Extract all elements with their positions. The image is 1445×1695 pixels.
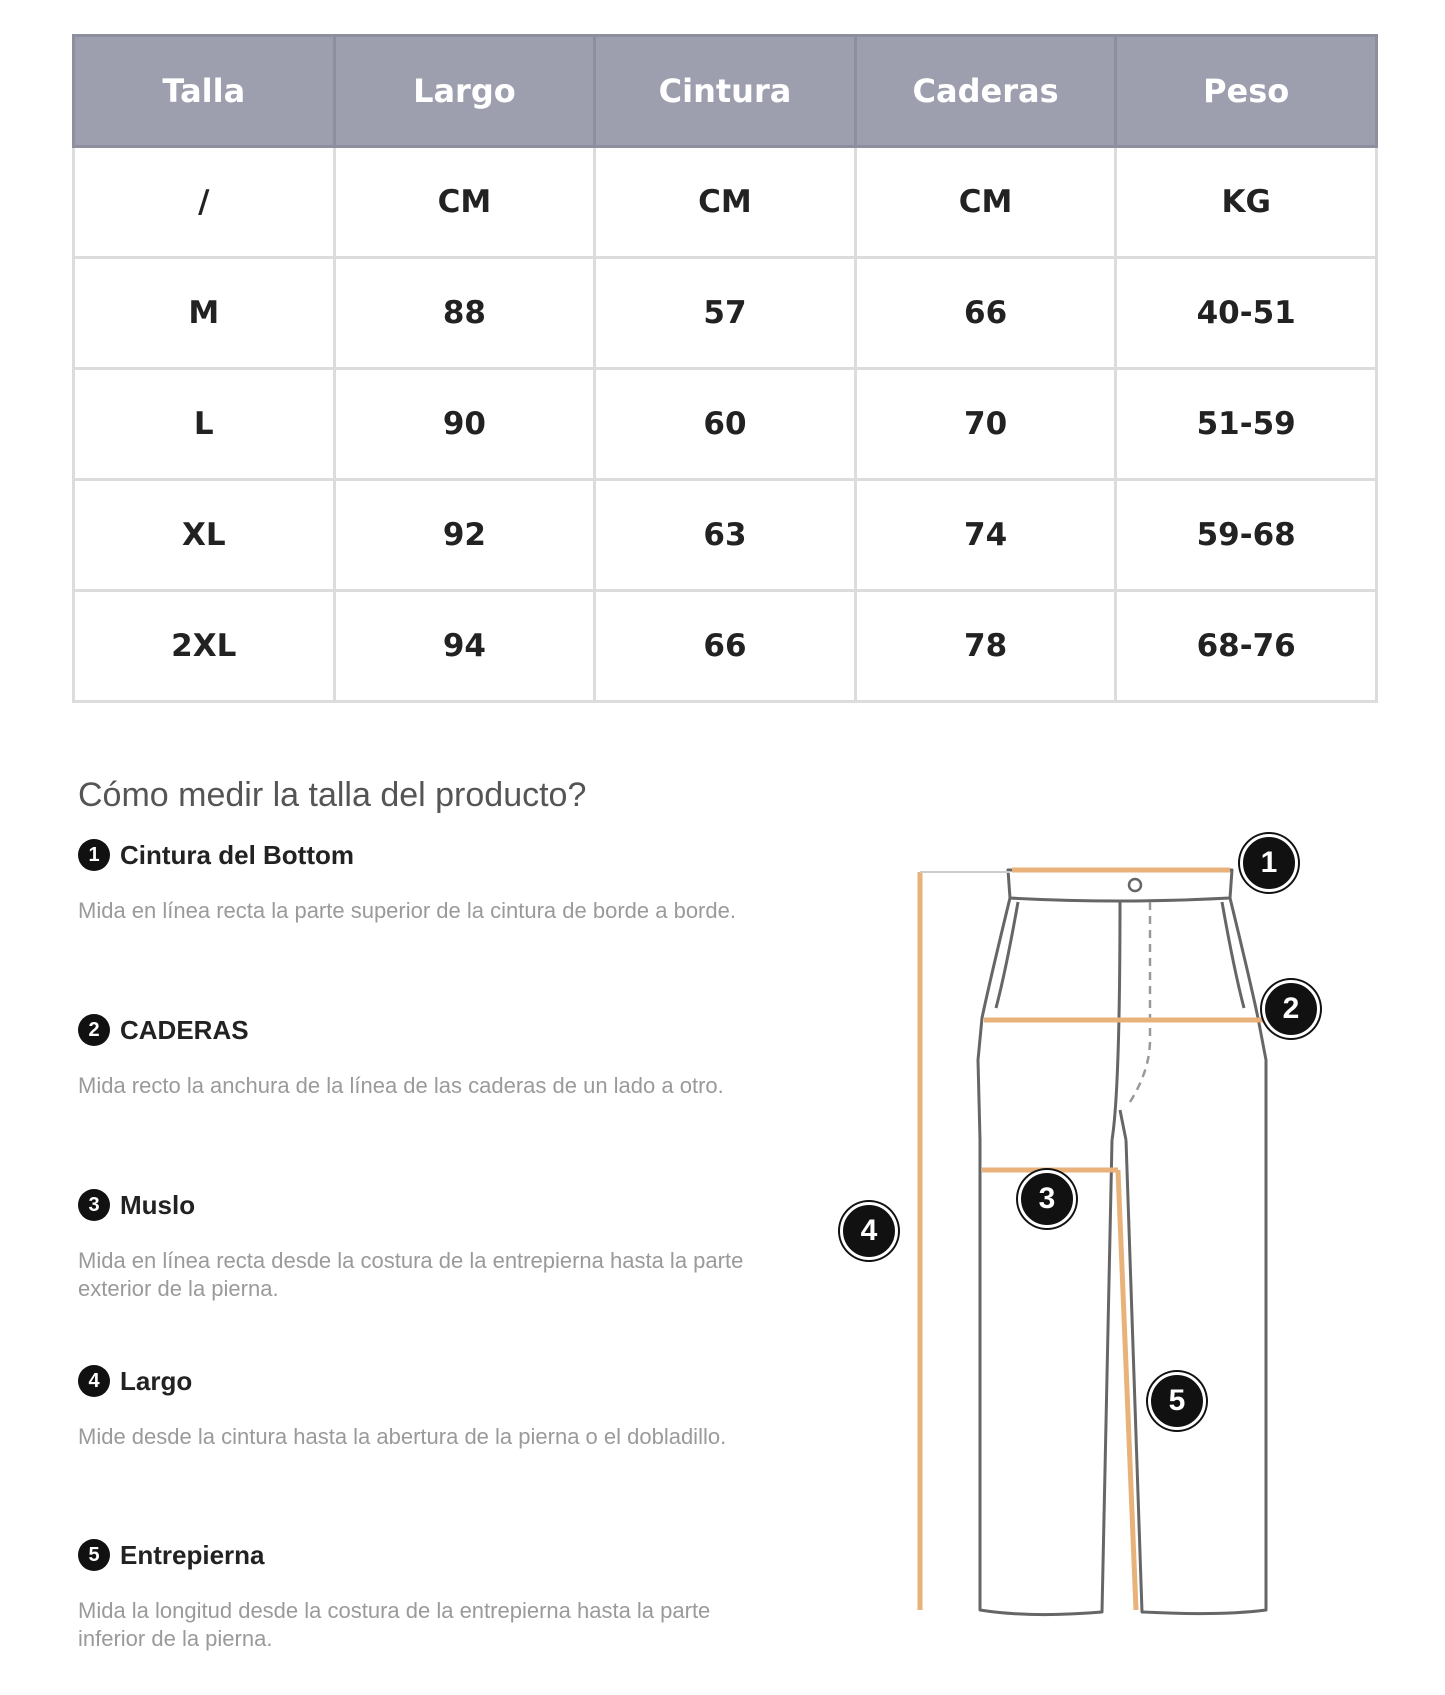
table-cell: 51-59 — [1116, 369, 1377, 480]
pants-illustration — [820, 840, 1360, 1640]
header-caderas: Caderas — [855, 36, 1116, 147]
guide-item-caderas — [78, 1013, 778, 1100]
table-cell: 94 — [334, 591, 595, 702]
callout-2-icon: 2 — [1262, 980, 1320, 1038]
table-cell: 2XL — [74, 591, 335, 702]
table-cell: CM — [334, 147, 595, 258]
guide-item-description: Mida en línea recta desde la costura de la entrepierna hasta la parte exterior de la pierna. — [78, 1248, 744, 1301]
table-cell: 59-68 — [1116, 480, 1377, 591]
table-cell: L — [74, 369, 335, 480]
table-cell: 70 — [855, 369, 1116, 480]
table-cell: 60 — [595, 369, 856, 480]
table-cell: / — [74, 147, 335, 258]
waistband-shape — [1008, 870, 1232, 901]
callout-3-icon: 3 — [1018, 1170, 1076, 1228]
table-cell: CM — [595, 147, 856, 258]
table-cell: 90 — [334, 369, 595, 480]
table-header-row — [74, 36, 1377, 147]
guide-item-description: Mide desde la cintura hasta la abertura de la pierna o el dobladillo. — [78, 1424, 727, 1449]
table-row — [74, 258, 1377, 369]
number-4-icon: 4 — [78, 1365, 110, 1397]
callout-1-icon: 1 — [1240, 834, 1298, 892]
table-row — [74, 591, 1377, 702]
guide-item-label: CADERAS — [120, 1014, 249, 1045]
table-row — [74, 369, 1377, 480]
guide-title: Cómo medir la talla del producto? — [78, 776, 587, 814]
number-2-icon: 2 — [78, 1014, 110, 1046]
table-cell: 92 — [334, 480, 595, 591]
guide-item-label: Largo — [120, 1365, 193, 1396]
table-cell: 57 — [595, 258, 856, 369]
pants-diagram — [820, 840, 1360, 1640]
table-cell: 88 — [334, 258, 595, 369]
guide-item-muslo — [78, 1188, 778, 1303]
table-cell: 68-76 — [1116, 591, 1377, 702]
guide-item-description: Mida recto la anchura de la línea de las caderas de un lado a otro. — [78, 1073, 724, 1098]
number-3-icon: 3 — [78, 1189, 110, 1221]
right-pocket-shape — [1222, 902, 1244, 1008]
guide-item-description: Mida la longitud desde la costura de la entrepierna hasta la parte inferior de la pierna. — [78, 1598, 711, 1651]
crotch-shape — [1120, 1110, 1126, 1140]
guide-item-description: Mida en línea recta la parte superior de la cintura de borde a borde. — [78, 898, 736, 923]
guide-item-entrepierna — [78, 1538, 778, 1653]
header-cintura: Cintura — [595, 36, 856, 147]
table-cell: M — [74, 258, 335, 369]
guide-item-cintura — [78, 838, 778, 925]
table-cell: 66 — [855, 258, 1116, 369]
header-peso: Peso — [1116, 36, 1377, 147]
button-shape — [1129, 879, 1141, 891]
number-1-icon: 1 — [78, 839, 110, 871]
table-row — [74, 480, 1377, 591]
fly-stitching-shape — [1130, 902, 1150, 1102]
right-leg-shape — [1126, 898, 1266, 1614]
table-cell: 66 — [595, 591, 856, 702]
table-cell: 63 — [595, 480, 856, 591]
callout-4-icon: 4 — [840, 1202, 898, 1260]
table-cell: 40-51 — [1116, 258, 1377, 369]
size-table — [72, 34, 1378, 703]
guide-item-largo — [78, 1364, 778, 1451]
table-cell: 78 — [855, 591, 1116, 702]
guide-item-label: Cintura del Bottom — [120, 839, 354, 870]
left-pocket-shape — [996, 902, 1018, 1008]
guide-item-label: Entrepierna — [120, 1539, 265, 1570]
table-cell: XL — [74, 480, 335, 591]
callout-5-icon: 5 — [1148, 1372, 1206, 1430]
guide-item-label: Muslo — [120, 1189, 196, 1220]
table-cell: 74 — [855, 480, 1116, 591]
measurement-lines — [920, 870, 1266, 1610]
table-cell: CM — [855, 147, 1116, 258]
header-talla: Talla — [74, 36, 335, 147]
table-cell: KG — [1116, 147, 1377, 258]
number-5-icon: 5 — [78, 1539, 110, 1571]
header-largo: Largo — [334, 36, 595, 147]
table-row — [74, 147, 1377, 258]
